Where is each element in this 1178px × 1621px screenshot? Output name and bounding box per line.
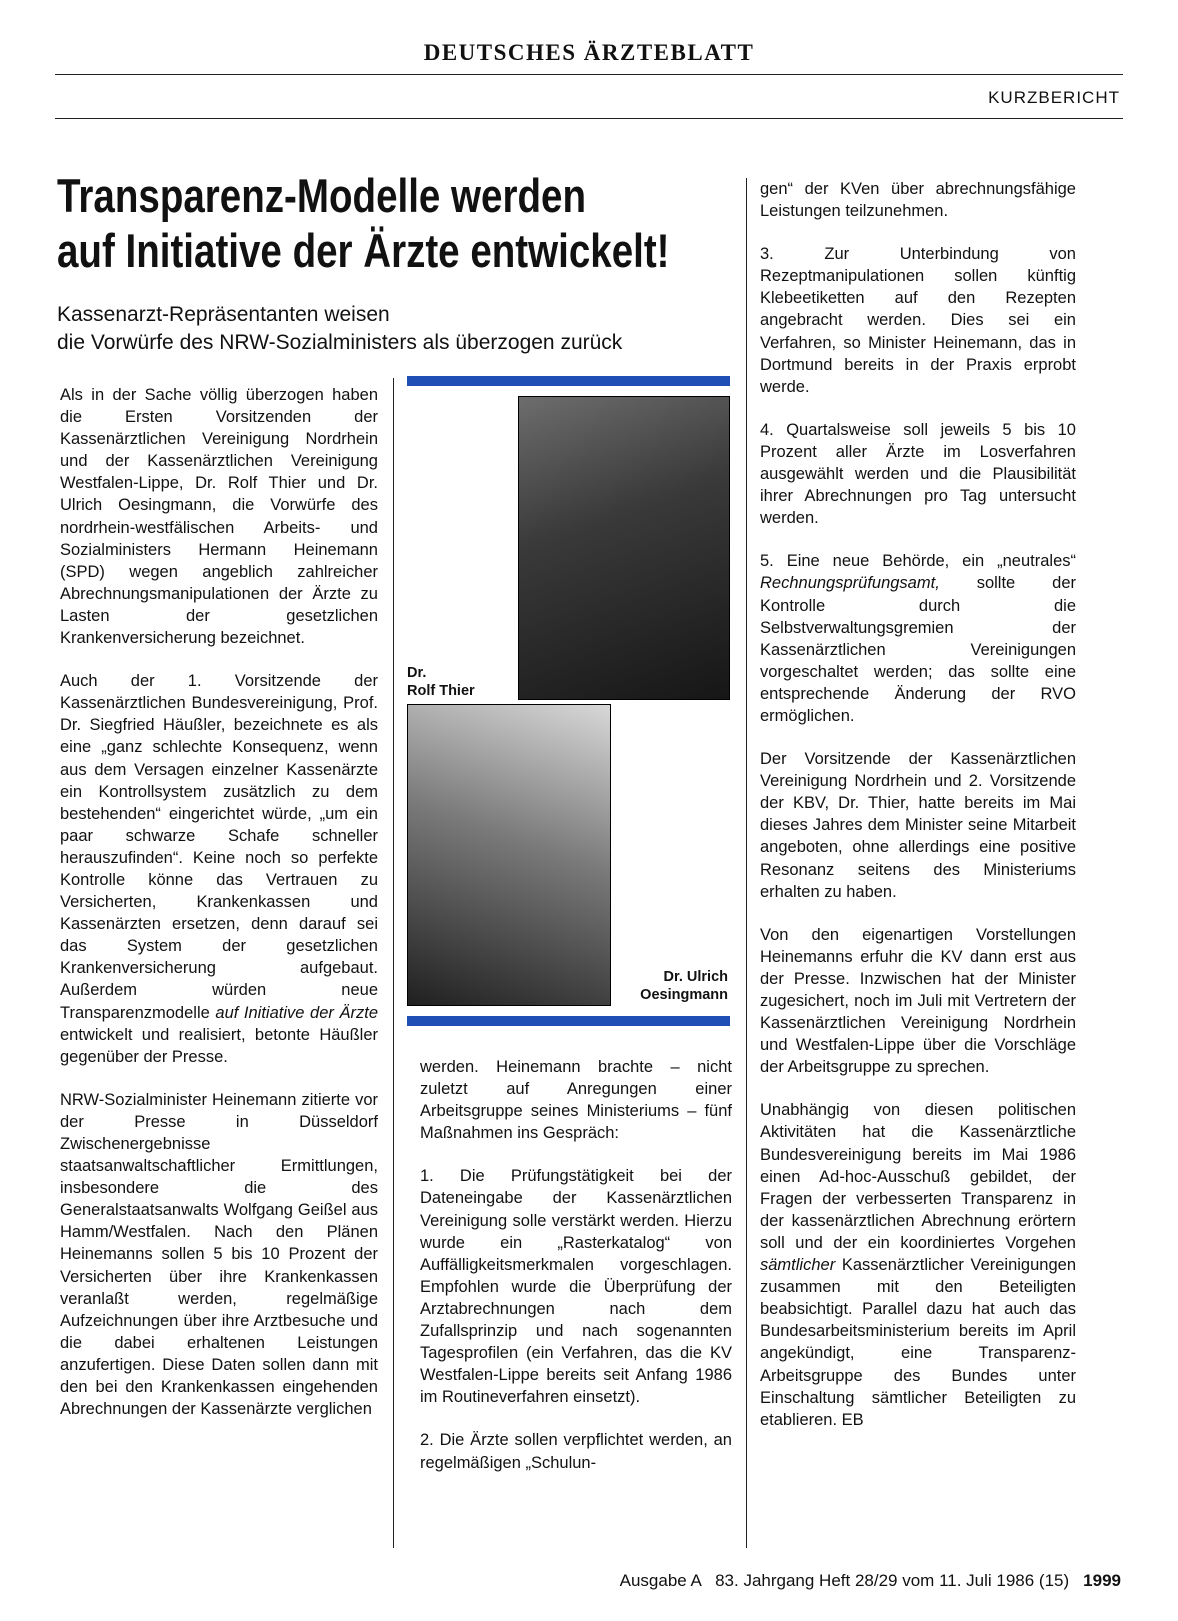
text-column-1 (60, 384, 378, 1441)
journal-title: DEUTSCHES ÄRZTEBLATT (423, 40, 755, 65)
paragraph: werden. Heinemann brachte – nicht zuletzt auf Anregungen einer Arbeitsgruppe seines Ministeriums – fünf Maßnahmen ins Gespräch: (420, 1058, 732, 1143)
section-rubric: KURZBERICHT (988, 88, 1120, 107)
caption-line: Dr. Ulrich (663, 969, 728, 985)
column-divider (393, 378, 394, 1548)
header-rule-lower (55, 118, 1123, 119)
paragraph: Der Vorsitzende der Kassenärztlichen Vereinigung Nordrhein und 2. Vorsitzende der KBV, Dr. Thier, hatte bereits im Mai dieses Jahres dem Minister seine Mitarbeit angeboten, ohne allerdings eine positive Resonanz seitens des Ministeriums erhalten zu haben. (760, 750, 1076, 901)
emphasis-text: Rechnungsprüfungsamt, (760, 574, 940, 593)
article-subhead (57, 301, 757, 357)
header-rule (55, 74, 1123, 75)
caption-line: Oesingmann (640, 987, 728, 1003)
paragraph: 4. Quartalsweise soll jeweils 5 bis 10 Prozent aller Ärzte im Losverfahren ausgewählt werden und die Plausibilität ihrer Abrechnungen pro Tag untersucht werden. (760, 420, 1076, 528)
paragraph: 2. Die Ärzte sollen verpflichtet werden, an regelmäßigen „Schulun- (420, 1431, 732, 1472)
subhead-line-2: die Vorwürfe des NRW-Sozialministers als überzogen zurück (57, 331, 623, 354)
caption-line: Rolf Thier (407, 683, 475, 699)
page-number: 1999 (1083, 1571, 1121, 1590)
text-column-3 (760, 178, 1076, 1452)
text-run: Kassenärztlicher Vereinigungen zusammen mit den Beteiligten beabsichtigt. Parallel dazu hat auch das Bundesarbeitsministerium bereits im April angekündigt, eine Transparenz-Arbeitsgruppe des Bundes unter Einschaltung sämtlicher Beteiligten zu etablieren. EB (760, 1256, 1076, 1429)
page-footer (620, 1571, 1121, 1591)
photo-caption-ulrich-oesingmann (614, 968, 728, 1004)
text-run: Unabhängig von diesen politischen Aktivitäten hat die Kassenärztliche Bundesvereinigung bereits im Mai 1986 einen Ad-hoc-Ausschuß gebildet, der Fragen der verbesserten Transparenz in der kassenärztlichen Abrechnung erörtern soll und der ein koordiniertes Vorgehen (760, 1101, 1076, 1252)
paragraph (760, 550, 1076, 727)
caption-line: Dr. (407, 665, 427, 681)
portrait-photo-rolf-thier (518, 396, 730, 700)
paragraph: Von den eigenartigen Vorstellungen Heinemanns erfuhr die KV dann erst aus der Presse. Inzwischen hat der Minister zugesichert, noch im Juli mit Vertretern der Kassenärztlichen Vereinigung Nordrhein und Westfalen-Lippe über die Vorschläge der Arbeitsgruppe zu sprechen. (760, 925, 1076, 1077)
paragraph (60, 670, 378, 1068)
emphasis-text: sämtlicher (760, 1256, 836, 1275)
accent-bar-bottom (407, 1016, 730, 1026)
paragraph: gen“ der KVen über abrechnungsfähige Leistungen teilzunehmen. (760, 180, 1076, 221)
paragraph: 3. Zur Unterbindung von Rezeptmanipulationen sollen künftig Klebeetiketten auf den Rezepten angebracht werden. Dies sei ein Verfahren, so Minister Heinemann, das in Dortmund bereits in der Praxis erprobt werde. (760, 245, 1076, 396)
headline-line-1: Transparenz-Modelle werden (57, 169, 586, 222)
text-column-2 (420, 1056, 732, 1495)
paragraph: Als in der Sache völlig überzogen haben die Ersten Vorsitzenden der Kassenärztlichen Vereinigung Nordrhein und der Kassenärztlichen Vereinigung Westfalen-Lippe, Dr. Rolf Thier und Dr. Ulrich Oesingmann, die Vorwürfe des nordrhein-westfälischen Arbeits- und Sozialministers Hermann Heinemann (SPD) wegen angeblich zahlreicher Abrechnungsmanipulationen der Ärzte zu Lasten der gesetzlichen Krankenversicherung bezeichnet. (60, 386, 378, 648)
paragraph (760, 1099, 1076, 1430)
column-divider (746, 178, 747, 1548)
emphasis-text: auf Initiative der Ärzte (215, 1003, 378, 1022)
accent-bar-top (407, 376, 730, 386)
article-headline (57, 168, 670, 278)
headline-line-2: auf Initiative der Ärzte entwickelt! (57, 224, 670, 277)
subhead-line-1: Kassenarzt-Repräsentanten weisen (57, 303, 390, 326)
photo-caption-rolf-thier (407, 664, 512, 700)
text-run: 5. Eine neue Behörde, ein „neutrales“ (760, 552, 1076, 571)
paragraph: 1. Die Prüfungstätigkeit bei der Dateneingabe der Kassenärztlichen Vereinigung solle verstärkt werden. Hierzu wurde ein „Rasterkatalog“ von Auffälligkeitsmerkmalen vorgeschlagen. Empfohlen wurde die Überprüfung der Arztabrechnungen nach dem Zufallsprinzip und nach sogenannten Tagesprofilen (ein Verfahren, das die KV Westfalen-Lippe bereits seit Anfang 1986 im Routineverfahren einsetzt). (420, 1167, 732, 1407)
portrait-photo-ulrich-oesingmann (407, 704, 611, 1006)
text-run: sollte der Kontrolle durch die Selbstverwaltungsgremien der Kassenärztlichen Vereinigungen vorgeschaltet werden; das sollte eine entsprechende Änderung der RVO ermöglichen. (760, 574, 1076, 725)
paragraph: NRW-Sozialminister Heinemann zitierte vor der Presse in Düsseldorf Zwischenergebnisse staatsanwaltschaftlicher Ermittlungen, insbesondere die des Generalstaatsanwalts Wolfgang Geißel aus Hamm/Westfalen. Nach den Plänen Heinemanns sollen 5 bis 10 Prozent der Versicherten über ihre Krankenkassen veranlaßt werden, regelmäßige Aufzeichnungen über ihre Arztbesuche und die dabei erhaltenen Leistungen anzufertigen. Diese Daten sollen dann mit den bei den Krankenkassen eingehenden Abrechnungen der Kassenärzte verglichen (60, 1090, 378, 1419)
text-run: Auch der 1. Vorsitzende der Kassenärztlichen Bundesvereinigung, Prof. Dr. Siegfried Häußler, bezeichnete es als eine „ganz schlechte Konsequenz, wenn aus dem Versagen einzelner Kassenärzte ein Kontrollsystem zusätzlich zu dem bestehenden“ eingerichtet würde, „um ein paar schwarze Schafe schneller herauszufinden“. Keine noch so perfekte Kontrolle könne das Vertrauen zu Versicherten, Krankenkassen und Kassenärzten ersetzen, denn darauf sei das System der gesetzlichen Krankenversicherung aufgebaut. Außerdem würden neue Transparenzmodelle (60, 672, 378, 1022)
issue-info: Ausgabe A 83. Jahrgang Heft 28/29 vom 11. Juli 1986 (15) (619, 1571, 1070, 1590)
text-run: entwickelt und realisiert, betonte Häußler gegenüber der Presse. (60, 1025, 378, 1066)
